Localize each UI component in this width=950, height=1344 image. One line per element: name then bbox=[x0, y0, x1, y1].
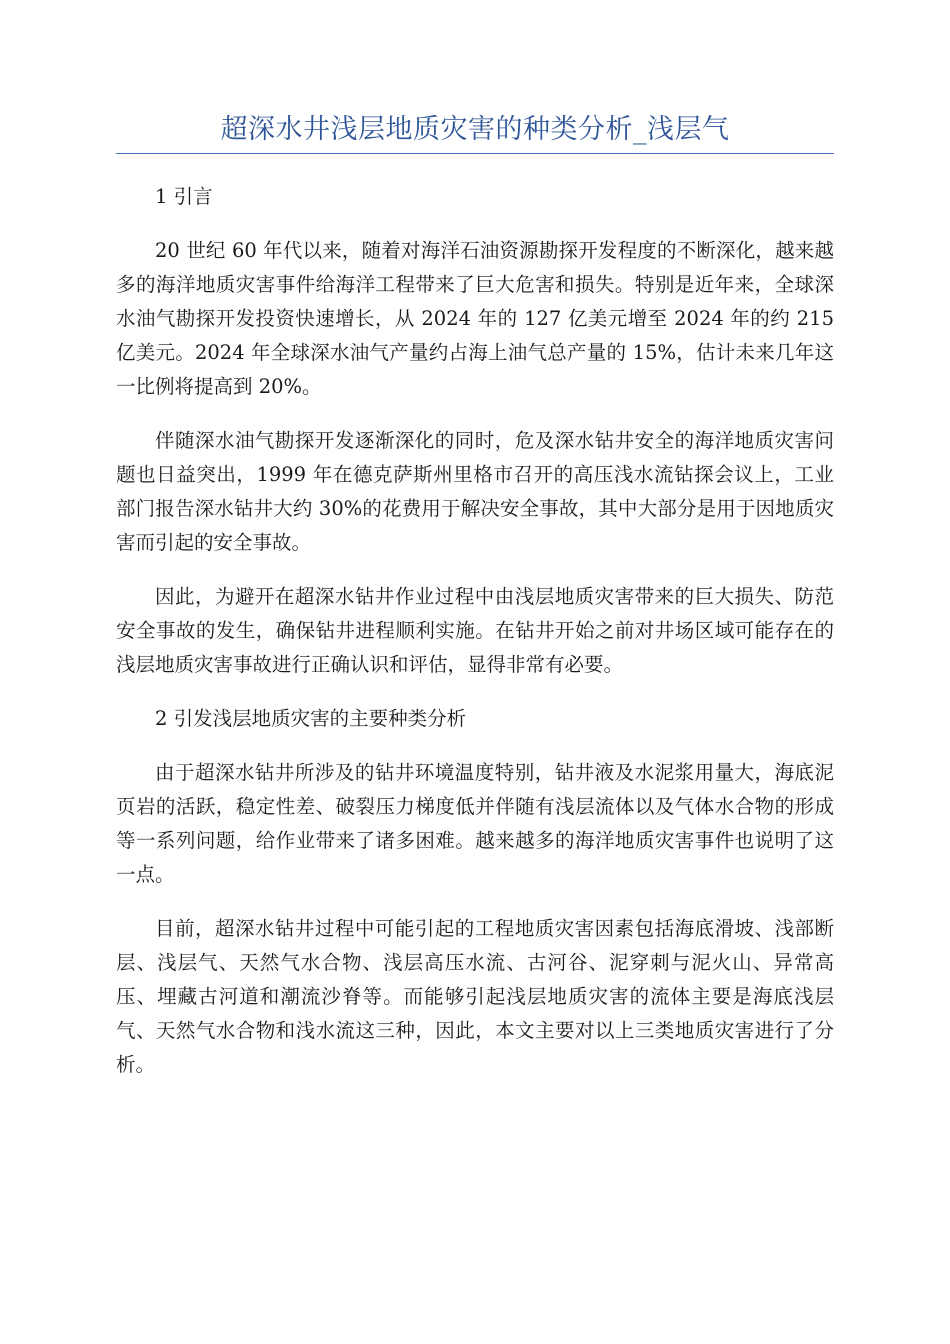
paragraph: 目前，超深水钻井过程中可能引起的工程地质灾害因素包括海底滑坡、浅部断层、浅层气、天然气水合物、浅层高压水流、古河谷、泥穿刺与泥火山、异常高压、埋藏古河道和潮流沙脊等。而能够引起浅层地质灾害的流体主要是海底浅层气、天然气水合物和浅水流这三种，因此，本文主要对以上三类地质灾害进行了分析。 bbox=[116, 917, 834, 1076]
section-heading-hazard-types: 2 引发浅层地质灾害的主要种类分析 bbox=[155, 707, 467, 730]
section-heading-introduction: 1 引言 bbox=[155, 185, 213, 208]
document-title: 超深水井浅层地质灾害的种类分析_浅层气 bbox=[220, 114, 730, 145]
paragraph: 伴随深水油气勘探开发逐渐深化的同时，危及深水钻井安全的海洋地质灾害问题也日益突出，1999 年在德克萨斯州里格市召开的高压浅水流钻探会议上，工业部门报告深水钻井大约 30%的花费用于解决安全事故，其中大部分是用于因地质灾害而引起的安全事故。 bbox=[116, 429, 834, 554]
paragraph: 因此，为避开在超深水钻井作业过程中由浅层地质灾害带来的巨大损失、防范安全事故的发生，确保钻井进程顺利实施。在钻井开始之前对井场区域可能存在的浅层地质灾害事故进行正确认识和评估，显得非常有必要。 bbox=[116, 585, 834, 676]
paragraph: 由于超深水钻井所涉及的钻井环境温度特别，钻井液及水泥浆用量大，海底泥页岩的活跃，稳定性差、破裂压力梯度低并伴随有浅层流体以及气体水合物的形成等一系列问题，给作业带来了诸多困难。越来越多的海洋地质灾害事件也说明了这一点。 bbox=[116, 761, 834, 886]
document-body bbox=[116, 180, 834, 1102]
title-underline bbox=[116, 153, 834, 154]
paragraph: 20 世纪 60 年代以来，随着对海洋石油资源勘探开发程度的不断深化，越来越多的海洋地质灾害事件给海洋工程带来了巨大危害和损失。特别是近年来，全球深水油气勘探开发投资快速增长，从 2024 年的 127 亿美元增至 2024 年的约 215 亿美元。2024 年全球深水油气产量约占海上油气总产量的 15%，估计未来几年这一比例将提高到 20%。 bbox=[116, 239, 834, 398]
